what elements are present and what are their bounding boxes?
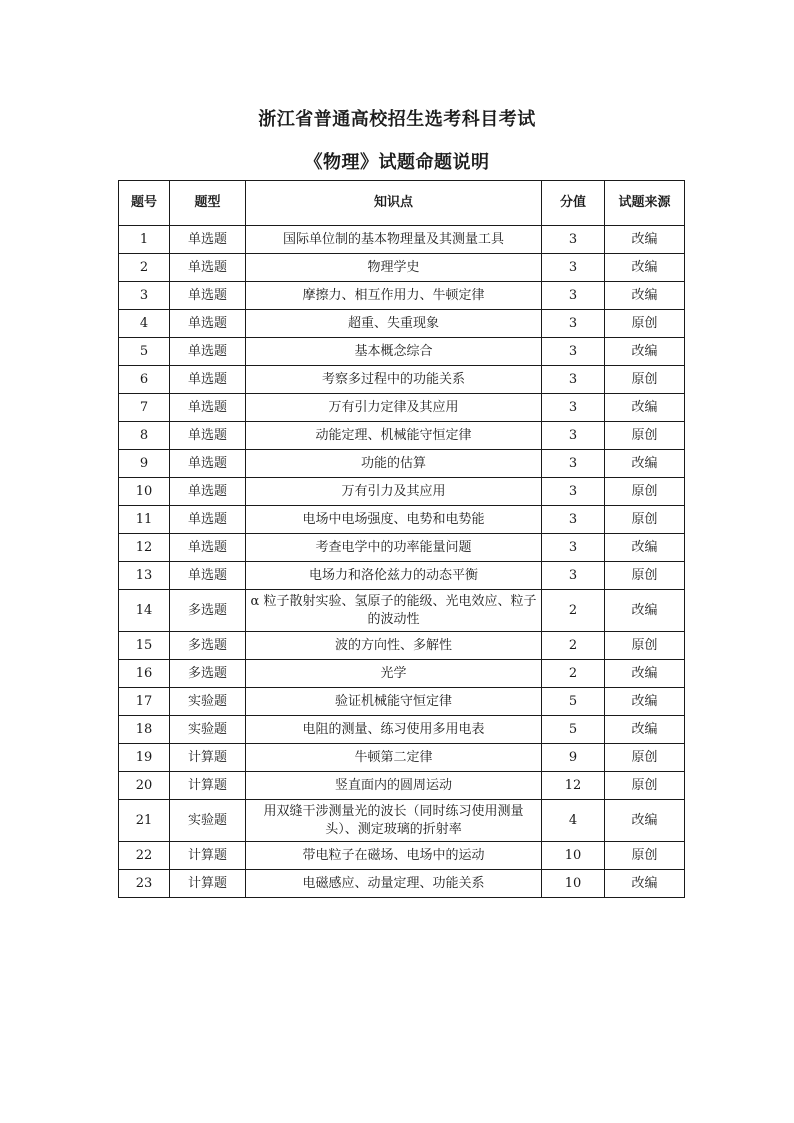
cell-knowledge-point: 国际单位制的基本物理量及其测量工具: [246, 226, 542, 254]
cell-score: 3: [542, 422, 605, 450]
cell-knowledge-point: 竖直面内的圆周运动: [246, 772, 542, 800]
cell-knowledge-point: 万有引力及其应用: [246, 478, 542, 506]
cell-question-number: 6: [119, 366, 170, 394]
table-row: [119, 310, 685, 338]
table-row: [119, 450, 685, 478]
cell-question-type: 实验题: [170, 688, 246, 716]
table-row: [119, 842, 685, 870]
cell-score: 3: [542, 534, 605, 562]
cell-source: 原创: [605, 478, 685, 506]
cell-question-number: 15: [119, 632, 170, 660]
cell-source: 原创: [605, 744, 685, 772]
cell-question-type: 多选题: [170, 590, 246, 632]
cell-score: 2: [542, 632, 605, 660]
cell-question-type: 计算题: [170, 842, 246, 870]
cell-source: 改编: [605, 254, 685, 282]
cell-source: 改编: [605, 338, 685, 366]
cell-knowledge-point: 电场力和洛伦兹力的动态平衡: [246, 562, 542, 590]
cell-source: 改编: [605, 688, 685, 716]
cell-source: 改编: [605, 394, 685, 422]
cell-question-type: 单选题: [170, 422, 246, 450]
cell-source: 原创: [605, 310, 685, 338]
table-row: [119, 366, 685, 394]
cell-question-type: 单选题: [170, 478, 246, 506]
cell-knowledge-point: 牛顿第二定律: [246, 744, 542, 772]
cell-source: 原创: [605, 422, 685, 450]
cell-question-number: 11: [119, 506, 170, 534]
cell-knowledge-point: 光学: [246, 660, 542, 688]
table-row: [119, 534, 685, 562]
cell-question-type: 单选题: [170, 534, 246, 562]
cell-knowledge-point: 波的方向性、多解性: [246, 632, 542, 660]
cell-score: 3: [542, 562, 605, 590]
cell-score: 3: [542, 254, 605, 282]
cell-question-number: 2: [119, 254, 170, 282]
cell-question-type: 计算题: [170, 772, 246, 800]
cell-knowledge-point: 电阻的测量、练习使用多用电表: [246, 716, 542, 744]
cell-knowledge-point: 电磁感应、动量定理、功能关系: [246, 870, 542, 898]
cell-source: 改编: [605, 590, 685, 632]
cell-knowledge-point: 万有引力定律及其应用: [246, 394, 542, 422]
header-score: 分值: [542, 181, 605, 226]
cell-question-number: 17: [119, 688, 170, 716]
cell-source: 改编: [605, 534, 685, 562]
cell-question-number: 16: [119, 660, 170, 688]
table-row: [119, 744, 685, 772]
cell-question-type: 单选题: [170, 254, 246, 282]
cell-question-number: 13: [119, 562, 170, 590]
cell-score: 4: [542, 800, 605, 842]
cell-source: 原创: [605, 842, 685, 870]
exam-spec-table: [118, 180, 685, 898]
cell-knowledge-point: 超重、失重现象: [246, 310, 542, 338]
cell-source: 原创: [605, 366, 685, 394]
cell-score: 2: [542, 590, 605, 632]
header-question-number: 题号: [119, 181, 170, 226]
cell-source: 原创: [605, 506, 685, 534]
cell-knowledge-point: α 粒子散射实验、氢原子的能级、光电效应、粒子的波动性: [246, 590, 542, 632]
table-row: [119, 590, 685, 632]
cell-question-type: 多选题: [170, 632, 246, 660]
table-row: [119, 632, 685, 660]
cell-score: 3: [542, 478, 605, 506]
cell-question-number: 3: [119, 282, 170, 310]
cell-question-number: 22: [119, 842, 170, 870]
table-row: [119, 716, 685, 744]
cell-source: 原创: [605, 632, 685, 660]
cell-knowledge-point: 摩擦力、相互作用力、牛顿定律: [246, 282, 542, 310]
cell-question-type: 实验题: [170, 800, 246, 842]
cell-source: 改编: [605, 660, 685, 688]
cell-score: 5: [542, 716, 605, 744]
cell-question-type: 单选题: [170, 310, 246, 338]
cell-question-number: 8: [119, 422, 170, 450]
cell-source: 改编: [605, 282, 685, 310]
cell-question-number: 19: [119, 744, 170, 772]
table-row: [119, 478, 685, 506]
cell-question-type: 单选题: [170, 506, 246, 534]
cell-source: 改编: [605, 800, 685, 842]
cell-question-number: 21: [119, 800, 170, 842]
cell-question-type: 单选题: [170, 338, 246, 366]
table-row: [119, 800, 685, 842]
cell-score: 3: [542, 506, 605, 534]
table-row: [119, 660, 685, 688]
table-row: [119, 562, 685, 590]
cell-score: 5: [542, 688, 605, 716]
table-row: [119, 254, 685, 282]
cell-score: 3: [542, 366, 605, 394]
table-row: [119, 226, 685, 254]
cell-question-type: 计算题: [170, 870, 246, 898]
header-knowledge-point: 知识点: [246, 181, 542, 226]
cell-question-type: 多选题: [170, 660, 246, 688]
cell-question-number: 7: [119, 394, 170, 422]
cell-source: 原创: [605, 562, 685, 590]
cell-question-type: 单选题: [170, 562, 246, 590]
cell-score: 3: [542, 450, 605, 478]
table-row: [119, 506, 685, 534]
cell-question-number: 5: [119, 338, 170, 366]
cell-question-number: 4: [119, 310, 170, 338]
cell-knowledge-point: 考查电学中的功率能量问题: [246, 534, 542, 562]
table-row: [119, 422, 685, 450]
cell-source: 改编: [605, 226, 685, 254]
cell-question-number: 20: [119, 772, 170, 800]
cell-knowledge-point: 动能定理、机械能守恒定律: [246, 422, 542, 450]
table-row: [119, 870, 685, 898]
cell-score: 10: [542, 842, 605, 870]
cell-question-type: 单选题: [170, 282, 246, 310]
cell-question-number: 12: [119, 534, 170, 562]
cell-question-number: 10: [119, 478, 170, 506]
table-row: [119, 688, 685, 716]
cell-score: 9: [542, 744, 605, 772]
cell-score: 10: [542, 870, 605, 898]
document-subtitle: 《物理》试题命题说明: [304, 152, 490, 173]
cell-source: 原创: [605, 772, 685, 800]
table-row: [119, 338, 685, 366]
cell-question-number: 9: [119, 450, 170, 478]
cell-score: 2: [542, 660, 605, 688]
header-question-type: 题型: [170, 181, 246, 226]
cell-knowledge-point: 功能的估算: [246, 450, 542, 478]
cell-question-number: 14: [119, 590, 170, 632]
cell-knowledge-point: 基本概念综合: [246, 338, 542, 366]
cell-knowledge-point: 考察多过程中的功能关系: [246, 366, 542, 394]
cell-score: 3: [542, 394, 605, 422]
table-header-row: [119, 181, 685, 226]
table-row: [119, 282, 685, 310]
cell-question-number: 1: [119, 226, 170, 254]
cell-knowledge-point: 用双缝干涉测量光的波长（同时练习使用测量头）、测定玻璃的折射率: [246, 800, 542, 842]
cell-source: 改编: [605, 870, 685, 898]
cell-knowledge-point: 验证机械能守恒定律: [246, 688, 542, 716]
cell-question-type: 单选题: [170, 450, 246, 478]
cell-knowledge-point: 带电粒子在磁场、电场中的运动: [246, 842, 542, 870]
cell-score: 3: [542, 310, 605, 338]
table-row: [119, 394, 685, 422]
cell-knowledge-point: 电场中电场强度、电势和电势能: [246, 506, 542, 534]
cell-question-type: 单选题: [170, 366, 246, 394]
cell-question-type: 单选题: [170, 394, 246, 422]
cell-question-type: 单选题: [170, 226, 246, 254]
cell-score: 3: [542, 226, 605, 254]
cell-question-type: 计算题: [170, 744, 246, 772]
cell-score: 3: [542, 338, 605, 366]
document-title: 浙江省普通高校招生选考科目考试: [258, 109, 536, 130]
cell-question-type: 实验题: [170, 716, 246, 744]
cell-knowledge-point: 物理学史: [246, 254, 542, 282]
cell-source: 改编: [605, 450, 685, 478]
cell-score: 12: [542, 772, 605, 800]
header-source: 试题来源: [605, 181, 685, 226]
table-row: [119, 772, 685, 800]
cell-question-number: 23: [119, 870, 170, 898]
cell-question-number: 18: [119, 716, 170, 744]
cell-source: 改编: [605, 716, 685, 744]
cell-score: 3: [542, 282, 605, 310]
